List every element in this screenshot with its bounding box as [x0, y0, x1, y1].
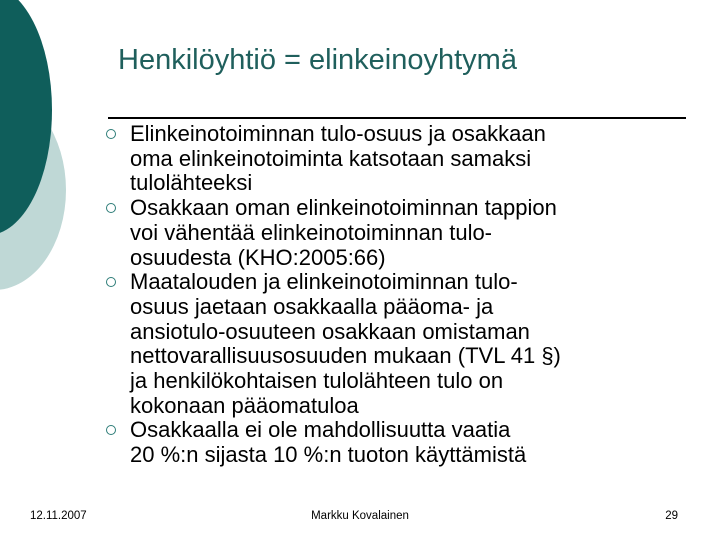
- footer-page-number: 29: [665, 510, 678, 522]
- bullet-item: [106, 122, 696, 196]
- bullet-circle-icon: [106, 277, 116, 287]
- bullet-text: Elinkeinotoiminnan tulo-osuus ja osakkaan oma elinkeinotoiminta katsotaan samaksi tulolähteeksi: [130, 121, 546, 196]
- slide-title: Henkilöyhtiö = elinkeinoyhtymä: [118, 44, 517, 76]
- bullet-item: [106, 196, 696, 270]
- bullet-text: Osakkaalla ei ole mahdollisuutta vaatia 20 %:n sijasta 10 %:n tuoton käyttämistä: [130, 417, 527, 468]
- bullet-circle-icon: [106, 203, 116, 213]
- bullet-item: [106, 418, 696, 467]
- bullet-item: [106, 270, 696, 418]
- decorative-corner-shapes: [0, 0, 80, 300]
- bullet-list: [106, 122, 696, 468]
- bullet-circle-icon: [106, 129, 116, 139]
- footer-author: Markku Kovalainen: [311, 510, 409, 522]
- bullet-text: Maatalouden ja elinkeinotoiminnan tulo- osuus jaetaan osakkaalla pääoma- ja ansiotulo-osuuteen osakkaan omistaman nettovarallisuusosuuden mukaan (TVL 41 §) ja henkilökohtaisen tulolähteen tulo on kokonaan pääomatuloa: [130, 269, 561, 418]
- bullet-circle-icon: [106, 425, 116, 435]
- footer-date: 12.11.2007: [30, 510, 87, 522]
- bullet-text: Osakkaan oman elinkeinotoiminnan tappion voi vähentää elinkeinotoiminnan tulo- osuudesta (KHO:2005:66): [130, 195, 557, 270]
- title-underline: [108, 117, 686, 119]
